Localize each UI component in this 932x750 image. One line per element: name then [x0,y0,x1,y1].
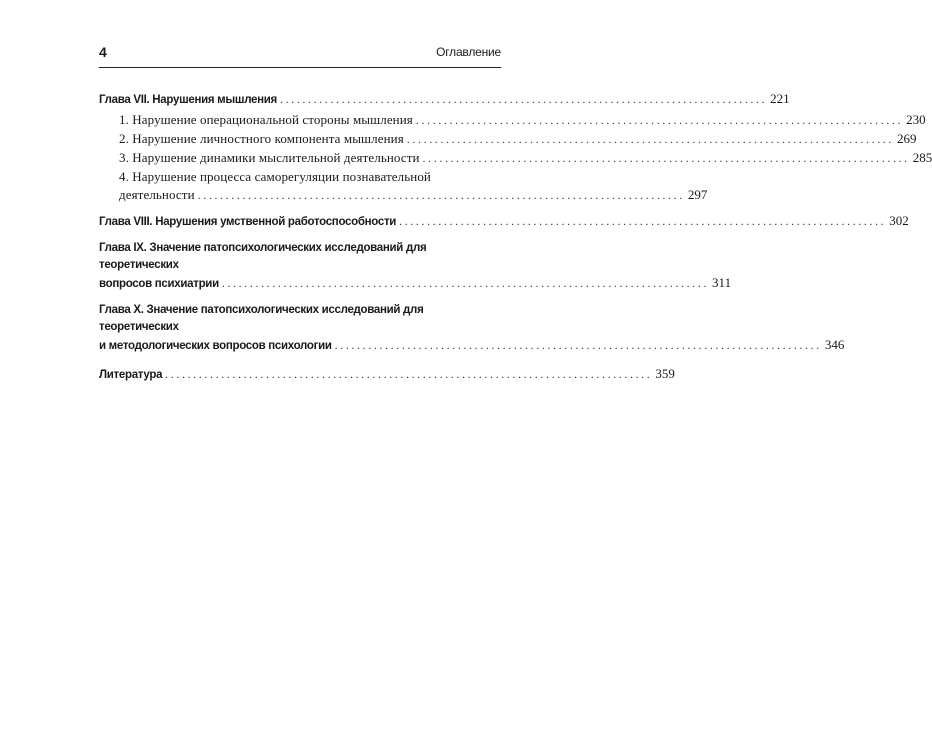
dot-leader: ....................................................................................... [422,151,910,165]
table-of-contents [99,90,932,384]
toc-entry-page: 346 [824,337,845,352]
dot-leader: ....................................................................................... [197,188,685,202]
toc-entry-title-line-2: вопросов психиатрии [99,278,219,290]
toc-entry-title-line-2: и методологических вопросов психологии [99,340,332,352]
header-rule [99,67,501,68]
toc-entry-title: 2. Нарушение личностного компонента мышления [119,131,404,146]
toc-entry-title: Литература [99,369,163,381]
toc-entry-title-line-1: Глава X. Значение патопсихологических исследований для теоретических [99,304,424,333]
toc-entry-title-line-1: 4. Нарушение процесса саморегуляции познавательной [119,169,431,184]
toc-entry-title-line-1: Глава IX. Значение патопсихологических исследований для теоретических [99,242,427,271]
toc-entry-page: 302 [889,213,909,228]
toc-entry-page: 297 [687,187,708,202]
toc-entry-title: 3. Нарушение динамики мыслительной деятельности [119,150,420,165]
toc-entry-section-7-2[interactable] [99,130,917,148]
page-number: 4 [99,44,107,60]
toc-entry-page: 285 [912,150,932,165]
dot-leader: ....................................................................................... [415,113,904,127]
toc-entry-chapter-8[interactable] [99,212,909,231]
dot-leader: ....................................................................................... [406,132,894,146]
toc-entry-title: Глава VIII. Нарушения умственной работоспособности [99,216,397,228]
toc-entry-section-7-3[interactable] [99,149,932,167]
toc-entry-chapter-9[interactable] [99,240,732,293]
dot-leader: ....................................................................................... [165,367,653,381]
toc-entry-page: 230 [906,112,926,127]
toc-entry-page: 269 [897,131,917,146]
toc-entry-section-7-4[interactable] [99,168,708,204]
dot-leader: ....................................................................................... [221,276,710,290]
toc-entry-page: 311 [712,275,732,290]
dot-leader: ....................................................................................... [399,214,887,228]
toc-entry-section-7-1[interactable] [99,111,926,129]
toc-entry-title: 1. Нарушение операциональной стороны мышления [119,112,413,127]
toc-entry-chapter-10[interactable] [99,302,845,355]
toc-entry-title-line-2: деятельности [119,187,195,202]
dot-leader: ....................................................................................... [279,92,768,106]
toc-entry-literature[interactable] [99,365,675,384]
toc-entry-chapter-7[interactable] [99,90,790,109]
toc-entry-page: 221 [770,91,790,106]
dot-leader: ....................................................................................... [334,338,822,352]
running-title: Оглавление [436,45,501,59]
page-header [99,44,501,66]
toc-entry-page: 359 [655,366,675,381]
toc-entry-title: Глава VII. Нарушения мышления [99,94,277,106]
